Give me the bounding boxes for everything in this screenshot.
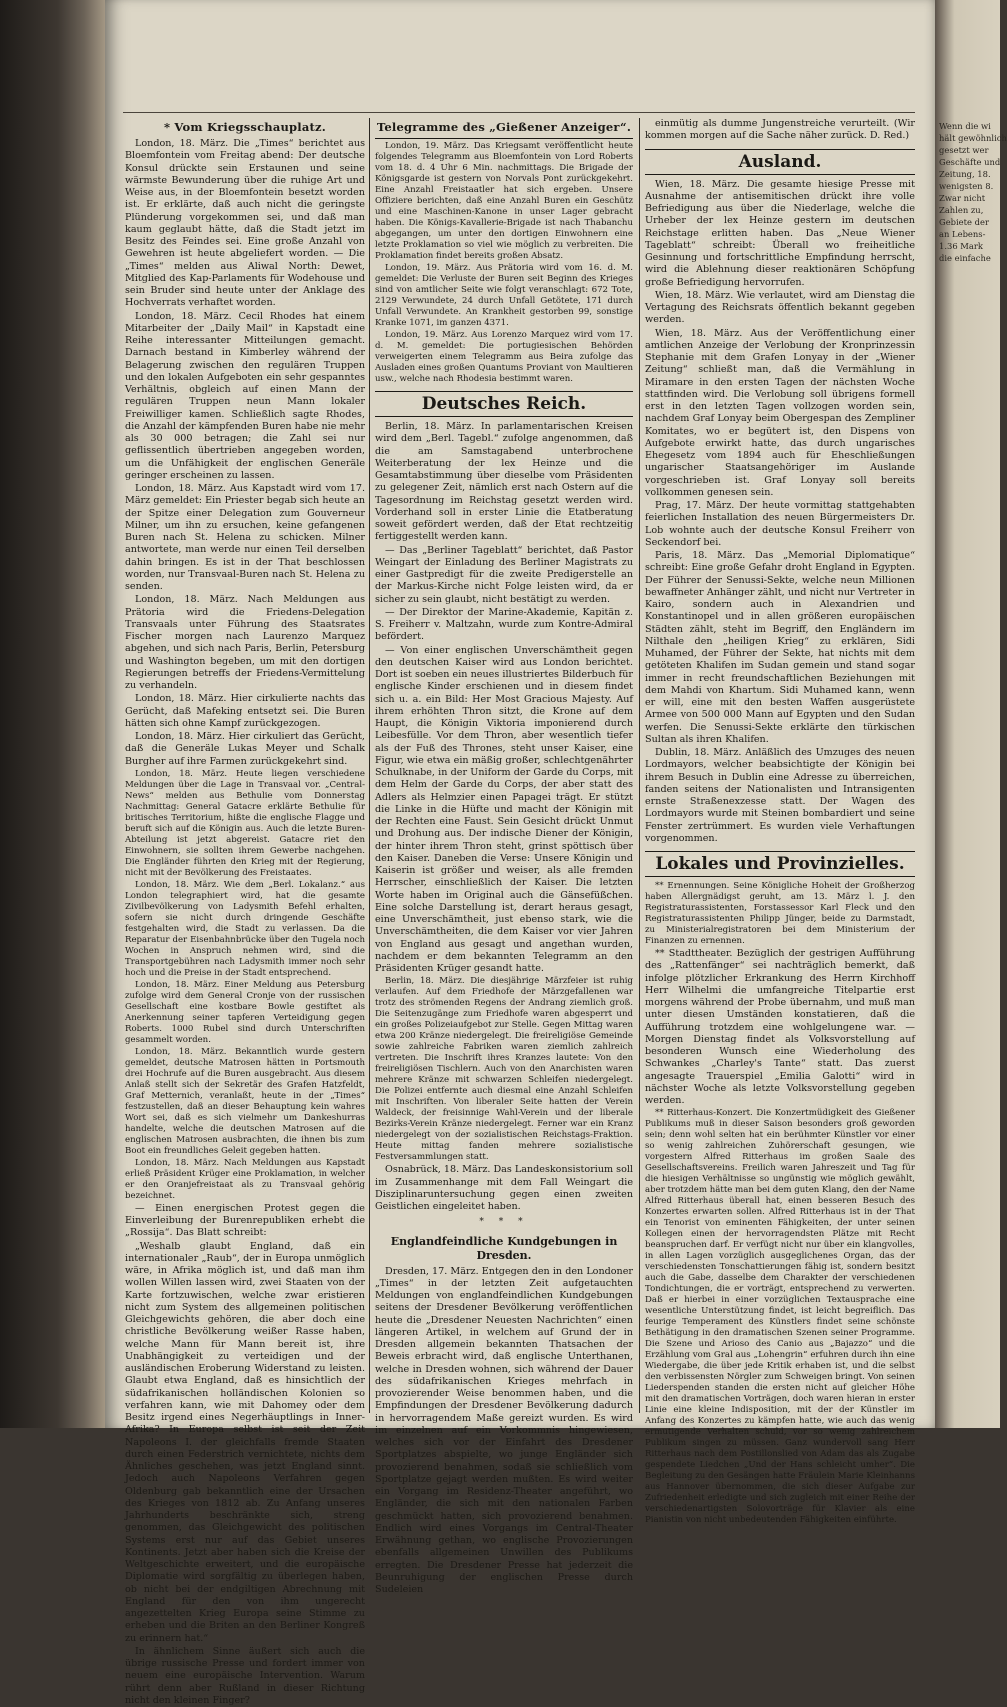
article-paragraph: London, 18. März. Die „Times“ berichtet aus Bloemfontein vom Freitag abend: Der deutsche Konsul drückte sein Erstaunen und seine wärmste Bewunderung über die ruhige Art und Weise aus, in der Bloemfontein besetzt worden ist. Er erklärte, daß auch nicht die geringste Plünderung vorgekommen sei, und daß man kaum geglaubt hätte, daß die Stadt jetzt im Besitz des Feindes sei. Eine große Anzahl von Gewehren ist heute abgeliefert worden. — Die „Times“ melden aus Aliwal North: Dewet, Mitglied des Kap-Parlaments für Wodehouse und sein Bruder sind heute unter der Anklage des Hochverrats verhaftet worden.: [125, 138, 365, 309]
article-paragraph: — Von einer englischen Unverschämtheit gegen den deutschen Kaiser wird aus London berichtet. Dort ist soeben ein neues illustriertes Bilderbuch für englische Kinder erschienen und in diesem findet sich u. a. ein Bild: Her Most Gracious Majesty. Auf ihrem erhöhten Thron sitzt, die Krone auf dem Haupt, die Königin Viktoria imponierend durch Leibesfülle. Vor dem Thron, aber wesentlich tiefer als der Fuß des Thrones, steht unser Kaiser, eine Figur, wie etwa ein mäßig großer, schlechtgenährter Schulknabe, in der Uniform der Garde du Corps, mit dem Helm der Garde du Corps, der aber statt des Adlers als Helmzier einen Papagei trägt. Er stützt die Linke in die Hüfte und macht der Königin mit der Rechten eine Faust. Sein Gesicht drückt Unmut und Drohung aus. Der indische Diener der Königin, der hinter ihrem Thron steht, grinst spöttisch über den Kaiser. Daneben die Verse: Unsere Königin und Kaiserin ist größer und weiser, als alle fremden Herrscher, einschließlich der Kaiser. Die letzten Worte haben im Original auch die Gänsefüßchen. Eine solche Darstellung ist, derart heraus gesagt, eine Unverschämtheit, just ebenso stark, wie die Unverschämtheiten, die dem Kaiser vor vier Jahren von England aus gesagt und angethan wurden, nachdem er dem bekannten Telegramm an den Präsidenten Krüger gesandt hatte.: [375, 644, 633, 974]
adjacent-line: Zeitung, 18.: [939, 169, 991, 179]
article-paragraph: London, 18. März. Bekanntlich wurde gestern gemeldet, deutsche Matrosen hätten in Portsmouth drei Hochrufe auf die Buren ausgebracht. Aus diesem Anlaß stellt sich der Sekretär des Grafen Hatzfeldt, Graf Metternich, veranlaßt, heute in der „Times“ festzustellen, daß an dieser Behauptung kein wahres Wort sei, daß es sich vielmehr um Dankeshurras handelte, welche die deutschen Matrosen auf die englischen Matrosen ausbrachten, die ihnen bis zum Boot ein freundliches Geleit gegeben hatten.: [125, 1046, 365, 1156]
article-paragraph: ** Ernennungen. Seine Königliche Hoheit der Großherzog haben Allergnädigst geruht, am 13. März l. J. den Registraturassistenten, Forstassessor Karl Fleck und den Registraturassistenten Philipp Jünger, beide zu Darmstadt, zu Ministerialregistratoren bei dem Ministerium der Finanzen zu ernennen.: [645, 881, 915, 946]
article-paragraph: London, 18. März. Cecil Rhodes hat einem Mitarbeiter der „Daily Mail“ in Kapstadt eine Reihe interessanter Mitteilungen gemacht. Darnach bestand in Kimberley während der Belagerung zwischen den regulären Truppen und den lokalen Aufgeboten ein sehr gespanntes Verhältnis, obgleich auf einen Mann der regulären Truppen neun Mann lokaler Freiwilliger kamen. Schließlich sagte Rhodes, die Anzahl der kämpfenden Buren habe nie mehr als 30 000 betragen; die Zahl sei nur geflissentlich übertrieben angegeben worden, um die Unfähigkeit der englischen Generäle geringer erscheinen zu lassen.: [125, 310, 365, 481]
adjacent-line: hält gewöhnlich: [939, 133, 1007, 143]
book-spine-shadow: [0, 0, 105, 1428]
article-paragraph: ** Stadttheater. Bezüglich der gestrigen Aufführung des „Rattenfänger“ sei nachträglich bemerkt, daß infolge plötzlicher Erkrankung des Herrn Kirchhoff Herr Wilhelmi die umfangreiche Titelpartie erst morgens während der Probe übernahm, und muß man unter diesen Umständen konstatieren, daß die Aufführung trotzdem eine wohlgelungene war. — Morgen Dienstag findet als Volksvorstellung auf besonderen Wunsch eine Wiederholung des Schwankes „Charley's Tante“ statt. Das zuerst angesagte Trauerspiel „Emilia Galotti“ wird in nächster Woche als letzte Volksvorstellung gegeben werden.: [645, 948, 915, 1106]
adjacent-page-text: [939, 120, 1007, 264]
divider: [375, 138, 633, 139]
article-paragraph: Osnabrück, 18. März. Das Landeskonsistorium soll im Zusammenhange mit dem Fall Weingart die Disziplinaruntersuchung gegen einen zweiten Geistlichen eingeleitet haben.: [375, 1164, 633, 1212]
section-title-dresden: Englandfeindliche Kundgebungen in Dresden.: [390, 1234, 618, 1262]
column-rule: [369, 118, 370, 1413]
telegram-paragraph: London, 19. März. Aus Lorenzo Marquez wird vom 17. d. M. gemeldet: Die portugiesischen Behörden verweigerten einem Telegramm aus Beira zufolge das Ausladen eines großen Quantums Proviant von Maultieren usw., welche nach Rhodesia bestimmt waren.: [375, 330, 633, 384]
column-telegramme: [375, 118, 633, 1595]
continued-text: einmütig als dumme Jungenstreiche verurteilt. (Wir kommen morgen auf die Sache näher zurück. D. Red.): [645, 118, 915, 142]
article-paragraph: Dresden, 17. März. Entgegen den in den Londoner „Times“ in der letzten Zeit aufgetauchten Meldungen von englandfeindlichen Kundgebungen seitens der Dresdener Bevölkerung veröffentlichen heute die „Dresdener Neuesten Nachrichten“ einen längeren Artikel, in welchem auf Grund der in Dresden allgemein bekannten Thatsachen der Beweis erbracht wird, daß englische Unterthanen, welche in Dresden wohnen, sich während der Dauer des südafrikanischen Krieges mehrfach in provozierender Weise benommen haben, und die Empfindungen der Dresdener Bevölkerung dadurch in hervorragendem Maße gereizt wurden. Es wird im einzelnen auf ein Vorkommnis hingewiesen, welches sich vor der Einfahrt des Dresdener Sportplatzes abspielte, wo junge Engländer sich provozierend benahmen, sodaß sie schließlich vom Sportplatze gejagt werden mußten. Es wird weiter ein Vorgang im Residenz-Theater angeführt, wo Engländer, die sich mit den nationalen Farben geschmückt hatten, sich provozierend benahmen. Endlich wird eines Vorgangs im Central-Theater Erwähnung gethan, wo englische Provozierungen ebenfalls allgemeinen Unwillen des Publikums erregten. Die Dresdener Presse hat jederzeit die Beunruhigung der englischen Presse durch Sudeleien: [375, 1265, 633, 1595]
article-paragraph: — Einen energischen Protest gegen die Einverleibung der Burenrepubliken erhebt die „Rossija“. Das Blatt schreibt:: [125, 1202, 365, 1239]
article-paragraph: ** Ritterhaus-Konzert. Die Konzertmüdigkeit des Gießener Publikums muß in dieser Saison besonders groß geworden sein; denn wohl selten hat ein berühmter Künstler vor einer so wenig zahlreichen Zuhörerschaft gesungen, wie vorgestern Alfred Ritterhaus im großen Saale des Gesellschaftsvereins. Freilich waren Jahreszeit und Tag für die hiesigen Verhältnisse so ungünstig wie möglich gewählt, aber trotzdem hätte man bei dem guten Klang, den der Name Alfred Ritterhaus überall hat, einen besseren Besuch des Konzertes erwarten sollen. Alfred Ritterhaus ist in der That ein Tenorist von eminenten Fähigkeiten, der unter seinen Kollegen einen der hervorragendsten Plätze mit Recht beanspruchen darf. Er verfügt nicht nur über ein klangvolles, in allen Lagen vorzüglich ausgeglichenes Organ, das der verschiedensten Tonschattierungen fähig ist, sondern besitzt auch die Gabe, dasselbe dem Charakter der verschiedenen Tondichtungen, die er vorträgt, entsprechend zu verwerten. Daß er hierbei in einer vorzüglichen Textausprache eine wesentliche Unterstützung findet, ist leicht begreiflich. Das feurige Temperament des Künstlers findet seine schönste Bethätigung in den dramatischen Szenen seiner Programme. Die Szene und Arioso des Canio aus „Bajazzo“ und die Erzählung vom Gral aus „Lohengrin“ erfuhren durch ihn eine Wiedergabe, die über jede Kritik erhaben ist, und die selbst den verbissensten Nörgler zum Schweigen bringt. Von seinen Liederspenden standen die ersten nicht auf gleicher Höhe mit den dramatischen Vorträgen, doch waren hieran in erster Linie eine kleine Indisposition, mit der der Künstler im Anfang des Konzertes zu kämpfen hatte, wie auch das wenig ermutigende Verhalten schuld, vor so wenig zahlreichem Publikum singen zu müssen. Ganz wundervoll sang Herr Ritterhaus nach dem Postillonslied von Adam das als Zugabe gespendete Liedchen „Und der Hans schleicht umher“. Die Begleitung zu den Gesängen hatte Fräulein Marie Kleinhanns aus Hannover übernommen, die sich dieser Aufgabe zur Zufriedenheit erledigte und sich zugleich mit einer Reihe der verschiedenartigsten Solovorträge für Klavier als eine Pianistin von nicht unbedeutenden Fähigkeiten einführte.: [645, 1108, 915, 1526]
article-paragraph: London, 18. März. Nach Meldungen aus Kapstadt erließ Präsident Krüger eine Proklamation, in welcher er den Oranjefreistaat als zu Transvaal gehörig bezeichnet.: [125, 1157, 365, 1201]
article-paragraph: In ähnlichem Sinne äußert sich auch die übrige russische Presse und fordert immer von neuem eine europäische Intervention. Warum rührt denn aber Rußland in dieser Richtung nicht den kleinen Finger?: [125, 1645, 365, 1706]
article-paragraph: Paris, 18. März. Das „Memorial Diplomatique“ schreibt: Eine große Gefahr droht England in Egypten. Der Führer der Senussi-Sekte, welche neun Millionen bewaffneter Anhänger zählt, und nicht nur Vertreter in Kairo, sondern auch in Alexandrien und Konstantinopel und in allen größeren europäischen Städten zählt, steht im Begriff, den Engländern im Nilthale den „heiligen Krieg“ zu erklären, Sidi Muhamed, der Führer der Sekte, hat nichts mit dem getöteten Khalifen im Sudan gemein und stand sogar immer in recht freundschaftlichen Beziehungen mit dem Mahdi von Khartum. Sidi Muhamed kann, wenn er will, eine mit den besten Waffen ausgerüstete Armee von 500 000 Mann auf Egypten und den Sudan werfen. Die Senussi-Sekte erklärte den türkischen Sultan als ihren Khalifen.: [645, 550, 915, 745]
column-rule: [639, 118, 640, 1413]
adjacent-line: an Lebens-: [939, 229, 986, 239]
article-paragraph: London, 18. März. Heute liegen verschiedene Meldungen über die Lage in Transvaal vor. „Central-News“ melden aus Bethulie vom Donnerstag Nachmittag: General Gatacre erklärte Bethulie für britisches Territorium, hißte die englische Flagge und beruft sich auf die Königin aus. Auch die letzte Buren-Abteilung ist jetzt abgereist. Gatacre riet den Einwohnern, sie sollten ihrem Gewerbe nachgehen. Die Engländer führten den Krieg mit der Regierung, nicht mit der Bevölkerung des Freistaates.: [125, 768, 365, 878]
section-title-ausland: Ausland.: [645, 149, 915, 175]
adjacent-line: Gebiete der: [939, 217, 989, 227]
adjacent-line: 1.36 Mark: [939, 241, 983, 251]
article-paragraph: Berlin, 18. März. In parlamentarischen Kreisen wird dem „Berl. Tagebl.“ zufolge angenommen, daß die am Samstagabend unterbrochene Weiterberatung der lex Heinze und die Gesamtabstimmung über dieselbe vom Präsidenten zu gelegener Zeit, nämlich erst nach Ostern auf die Tagesordnung im Reichstag gesetzt werden wird. Vorderhand soll in erster Linie die Etatberatung soweit gefördert werden, daß der Etat rechtzeitig fertiggestellt werden kann.: [375, 421, 633, 543]
column-kriegsschauplatz: [125, 118, 365, 1706]
article-paragraph: Berlin, 18. März. Die diesjährige Märzfeier ist ruhig verlaufen. Auf dem Friedhofe der Märzgefallenen war trotz des strömenden Regens der Andrang ziemlich groß. Die Seitenzugänge zum Friedhofe waren abgesperrt und ein großes Polizeiaufgebot zur Stelle. Gegen Mittag waren etwa 200 Kränze niedergelegt. Die freireligiöse Gemeinde sowie zahlreiche Fabriken waren ziemlich zahlreich vertreten. Die Inschrift ihres Kranzes lautete: Von den freireligiösen Tischlern. Auch von den Anarchisten waren mehrere Kränze mit schwarzen Schleifen niedergelegt. Die Polizei entfernte auch diesmal eine Anzahl Schleifen mit Inschriften. Von liberaler Seite hatten der Verein Waldeck, der freisinnige Wahl-Verein und der liberale Bezirks-Verein Kränze niedergelegt. Ferner war ein Kranz niedergelegt von der sozialistischen Reichstags-Fraktion. Heute mittag fanden mehrere sozialistische Festversammlungen statt.: [375, 976, 633, 1163]
article-paragraph: Dublin, 18. März. Anläßlich des Umzuges des neuen Lordmayors, welcher beabsichtigte der Königin bei ihrem Besuch in Dublin eine Adresse zu überreichen, fanden seitens der Nationalisten und Intransigenten ernste Straßenexzesse statt. Der Wagen des Lordmayors wurde mit Steinen bombardiert und seine Fenster zertrümmert. Es wurden viele Verhaftungen vorgenommen.: [645, 747, 915, 844]
article-paragraph: — Das „Berliner Tageblatt“ berichtet, daß Pastor Weingart der Einladung des Berliner Magistrats zu einer Gastpredigt für die zweite Predigerstelle an der Markus-Kirche nicht Folge leisten wird, da er sicher zu sein glaubt, nicht bestätigt zu werden.: [375, 544, 633, 605]
adjacent-page-edge: [935, 0, 1007, 1428]
article-paragraph: London, 18. März. Aus Kapstadt wird vom 17. März gemeldet: Ein Priester begab sich heute an der Spitze einer Delegation zum Gouverneur Milner, um ihn zu ersuchen, keine gefangenen Buren nach St. Helena zu schicken. Milner antwortete, man werde nur einen Teil derselben dahin bringen. Es ist in der That beschlossen worden, nur Transvaal-Buren nach St. Helena zu senden.: [125, 483, 365, 592]
section-title-deutsches-reich: Deutsches Reich.: [375, 391, 633, 417]
adjacent-line: wenigsten 8.: [939, 181, 994, 191]
adjacent-line: Wenn die wi: [939, 121, 991, 131]
telegram-paragraph: London, 19. März. Aus Prätoria wird vom 16. d. M. gemeldet: Die Verluste der Buren seit Beginn des Krieges sind von amtlicher Seite wie folgt veranschlagt: 672 Tote, 2129 Verwundete, 24 durch Unfall Getötete, 171 durch Unfall Verwundete. An Krankheit gestorben 99, sonstige Kranke 1071, im ganzen 4371.: [375, 263, 633, 328]
newspaper-page: [105, 0, 935, 1706]
adjacent-line: gesetzt wer: [939, 145, 989, 155]
adjacent-line: die einfache: [939, 253, 991, 263]
section-title: Telegramme des „Gießener Anzeiger“.: [376, 120, 632, 134]
adjacent-line: Geschäfte und: [939, 157, 1001, 167]
section-separator-stars: * * *: [479, 1217, 529, 1228]
article-paragraph: London, 18. März. Hier cirkulierte nachts das Gerücht, daß Mafeking entsetzt sei. Die Buren hätten sich ohne Kampf zurückgezogen.: [125, 693, 365, 729]
article-paragraph: — Der Direktor der Marine-Akademie, Kapitän z. S. Freiherr v. Maltzahn, wurde zum Kontre-Admiral befördert.: [375, 606, 633, 643]
top-rule: [123, 112, 915, 113]
section-title: * Vom Kriegsschauplatz.: [164, 120, 326, 134]
article-paragraph: Wien, 18. März. Aus der Veröffentlichung einer amtlichen Anzeige der Verlobung der Kronprinzessin Stephanie mit dem Grafen Lonyay in der „Wiener Zeitung“ schließt man, daß die Vermählung in Miramare in den ersten Tagen der nächsten Woche stattfinden wird. Die Verlobung soll übrigens formell erst in den letzten Tagen vollzogen worden sein, nachdem Graf Lonyay beim Obergespan des Zempliner Komitates, wo er begütert ist, den Dispens von Aufgebote erwirkt hatte, das durch ungarisches Ehegesetz vom 1894 auch für Eheschließungen ungarischer Staatsangehöriger im Auslande vorgeschrieben ist. Graf Lonyay soll bereits vollkommen genesen sein.: [645, 327, 915, 498]
article-paragraph: „Weshalb glaubt England, daß ein internationaler „Raub“, der in Europa unmöglich wäre, in Afrika möglich ist, und daß man ihm wollen Willen lassen wird, zwei Staaten von der Karte fortzuwischen, welche zwar eristieren nicht zum System des allgemeinen politischen Gleichgewichts gehören, die aber doch eine christliche Bevölkerung weißer Rasse haben, welche Mann für Mann bereit ist, ihre Unabhängigkeit zu verteidigen und der ausländischen Eroberung Widerstand zu leisten. Glaubt etwa England, daß es hinsichtlich der südafrikanischen holländischen Kolonien so verfahren kann, wie mit Dahomey oder dem Besitz irgend eines Negerhäuptlings in Inner-Afrika? In Europa selbst ist seit der Zeit Napoleons I. der gleichfalls fremde Staaten durch einen Federstrich vernichtete, nichts dem Ähnliches geschehen, was jetzt England sinnt. Jedoch auch Napoleons Verfahren gegen Oldenburg gab bekanntlich eine der Ursachen des Krieges von 1812 ab. Zu Anfang unseres Jahrhunderts beschränkte sich, streng genommen, das Gleichgewicht des politischen Systems erst nur auf das Gebiet unseres Kontinents. Jetzt aber haben sich die Kreise der Weltgeschichte erweitert, und die europäische Diplomatie wird sorgfältig zu überlegen haben, ob nicht bei der endgiltigen Abrechnung mit England für den von ihm ungerecht angezettelten Krieg Europa seine Stimme zu erheben und die Briten an den Berliner Kongreß zu erinnern hat.“: [125, 1240, 365, 1644]
article-paragraph: Prag, 17. März. Der heute vormittag stattgehabten feierlichen Installation des neuen Bürgermeisters Dr. Lob wohnte auch der deutsche Konsul Freiherr von Seckendorf bei.: [645, 500, 915, 548]
article-paragraph: London, 18. März. Hier cirkuliert das Gerücht, daß die Generäle Lukas Meyer und Schalk Burgher auf ihre Farmen zurückgekehrt sind.: [125, 731, 365, 767]
article-paragraph: Wien, 18. März. Wie verlautet, wird am Dienstag die Vertagung des Reichsrats öffentlich bekannt gegeben werden.: [645, 289, 915, 326]
column-ausland-lokales: [645, 118, 915, 1526]
adjacent-line: Zwar nicht: [939, 193, 986, 203]
telegram-paragraph: London, 19. März. Das Kriegsamt veröffentlicht heute folgendes Telegramm aus Bloemfontein von Lord Roberts vom 18. d. 4 Uhr 6 Min. nachmittags. Die Brigade der Königsgarde ist gestern von Norvals Pont zurückgekehrt. Eine Anzahl Freistaatler hat sich ergeben. Unsere Offiziere berichten, daß eine Anzahl Buren ein Geschütz und eine Maschinen-Kanone in unser Lager gebracht haben. Die Königs-Kavallerie-Brigade ist nach Thabanchu abgegangen, um unter den dortigen Einwohnern eine letzte Proklamation so viel wie möglich zu verbreiten. Die Proklamation findet bereits großen Absatz.: [375, 141, 633, 261]
adjacent-line: Zahlen zu,: [939, 205, 984, 215]
article-paragraph: London, 18. März. Wie dem „Berl. Lokalanz.“ aus London telegraphiert wird, hat die gesamte Zivilbevölkerung von Ladysmith Befehl erhalten, sofern sie nicht durch dringende Geschäfte festgehalten wird, die Stadt zu verlassen. Da die Reparatur der Eisenbahnbrücke über den Tugela noch Wochen in Anspruch nehmen wird, sind die Transportgebühren nach Ladysmith immer noch sehr hoch und die Preise in der Stadt entsprechend.: [125, 879, 365, 978]
article-paragraph: London, 18. März. Einer Meldung aus Petersburg zufolge wird dem General Cronje von der russischen Gesellschaft eine kostbare Bowle gestiftet als Anerkennung seiner tapferen Verteidigung gegen Roberts. 1000 Rubel sind durch Unterschriften gesammelt worden.: [125, 979, 365, 1045]
section-title-lokales: Lokales und Provinzielles.: [645, 851, 915, 877]
article-paragraph: London, 18. März. Nach Meldungen aus Prätoria wird die Friedens-Delegation Transvaals unter Führung des Staatsrates Fischer morgen nach Laurenzo Marquez abgehen, und sich nach Paris, Berlin, Petersburg und Washington begeben, um mit den dortigen Regierungen betreffs der Friedens-Vermittelung zu verhandeln.: [125, 594, 365, 691]
article-paragraph: Wien, 18. März. Die gesamte hiesige Presse mit Ausnahme der antisemitischen drückt ihre volle Befriedigung aus über die Niederlage, welche die Urheber der lex Heinze gestern im deutschen Reichstage erlitten haben. Das „Neue Wiener Tageblatt“ schreibt: Überall wo freiheitliche Gesinnung und fortschrittliche Empfindung herrscht, wird die Ablehnung dieser reaktionären Schöpfung große Befriedigung hervorrufen.: [645, 178, 915, 288]
